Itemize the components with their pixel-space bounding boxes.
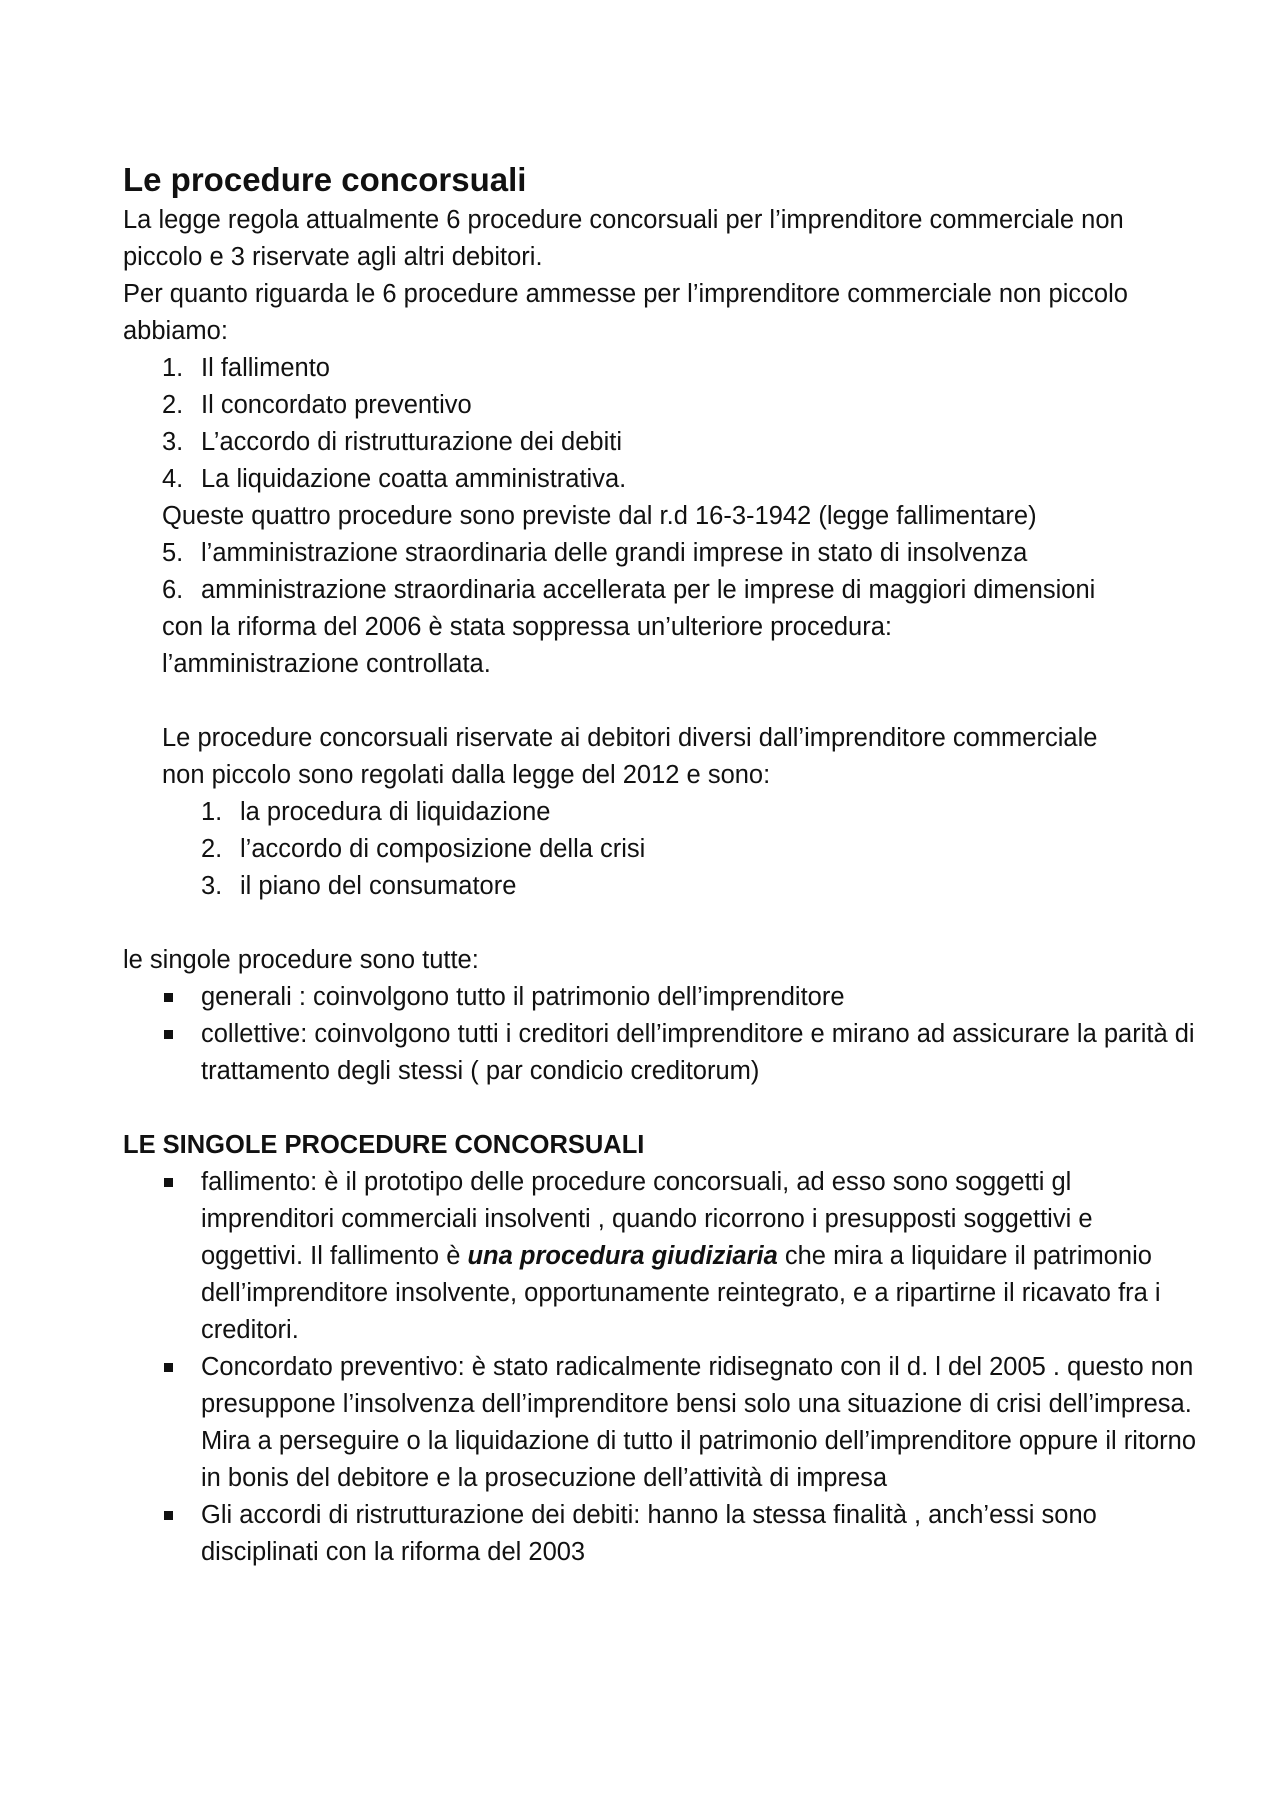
list-item: [123, 572, 1200, 609]
list-item-text: collettive: coinvolgono tutti i creditori dell’imprenditore e mirano ad assicurare la parità di trattamento degli stessi ( par condicio creditorum): [201, 1020, 1195, 1085]
list-item-text: La liquidazione coatta amministrativa.: [201, 465, 627, 493]
list-item: [123, 794, 1200, 831]
list-number: 3.: [201, 872, 223, 900]
fallimento-text-a: fallimento: è il prototipo delle procedure concorsuali, ad esso sono soggetti gl imprenditori commerciali insolventi , quando ricorrono i presupposti soggettivi e oggettivi. Il fallimento è: [201, 1168, 1093, 1270]
list-item-text: amministrazione straordinaria accellerata per le imprese di maggiori dimensioni: [201, 576, 1096, 604]
list-item-text: Gli accordi di ristrutturazione dei debiti: hanno la stessa finalità , anch’essi sono disciplinati con la riforma del 2003: [201, 1501, 1097, 1566]
list-item: [123, 868, 1200, 905]
square-bullet-icon: [164, 993, 173, 1002]
procedures-list-a: [123, 350, 1200, 498]
debitori-list: [123, 794, 1200, 905]
intro-paragraph-1: La legge regola attualmente 6 procedure concorsuali per l’imprenditore commerciale non piccolo e 3 riservate agli altri debitori.: [123, 206, 1124, 271]
spacer: [123, 683, 1200, 720]
list-item: [123, 979, 1200, 1016]
page-title: Le procedure concorsuali: [123, 161, 527, 198]
list-number: 4.: [162, 465, 184, 493]
list-number: 1.: [201, 798, 223, 826]
singole-list: [123, 1164, 1200, 1571]
list-item: [123, 387, 1200, 424]
list-item-text: Il concordato preventivo: [201, 391, 472, 419]
square-bullet-icon: [164, 1178, 173, 1187]
list-item-text: generali : coinvolgono tutto il patrimonio dell’imprenditore: [201, 983, 845, 1011]
list-number: 5.: [162, 539, 184, 567]
spacer: [123, 1090, 1200, 1127]
riforma-2006-paragraph: con la riforma del 2006 è stata soppressa un’ulteriore procedura: l’amministrazione controllata.: [162, 613, 892, 678]
list-item-text: l’accordo di composizione della crisi: [240, 835, 646, 863]
fallimento-emphasis: una procedura giudiziaria: [467, 1242, 778, 1270]
list-item-text: la procedura di liquidazione: [240, 798, 551, 826]
list-item: [123, 1164, 1200, 1349]
list-number: 2.: [162, 391, 184, 419]
list-item: [123, 461, 1200, 498]
list-item-text: Concordato preventivo: è stato radicalmente ridisegnato con il d. l del 2005 . questo non presuppone l’insolvenza dell’imprenditore bensi solo una situazione di crisi dell’impresa. Mira a perseguire o la liquidazione di tutto il patrimonio dell’imprenditore oppure il ritorno in bonis del debitore e la prosecuzione dell’attività di impresa: [201, 1353, 1197, 1492]
square-bullet-icon: [164, 1030, 173, 1039]
square-bullet-icon: [164, 1511, 173, 1520]
legge-fallimentare-note: Queste quattro procedure sono previste dal r.d 16-3-1942 (legge fallimentare): [162, 502, 1037, 530]
caratteri-list: [123, 979, 1200, 1090]
list-item: [123, 350, 1200, 387]
list-item: [123, 1349, 1200, 1497]
square-bullet-icon: [164, 1363, 173, 1372]
debitori-paragraph: Le procedure concorsuali riservate ai debitori diversi dall’imprenditore commerciale non piccolo sono regolati dalla legge del 2012 e sono:: [162, 724, 1098, 789]
list-number: 6.: [162, 576, 184, 604]
list-item: [123, 1016, 1200, 1090]
procedures-list-b: [123, 535, 1200, 609]
list-number: 1.: [162, 354, 184, 382]
list-item-text: il piano del consumatore: [240, 872, 517, 900]
list-item: [123, 1497, 1200, 1571]
fallimento-text-b: che mira a liquidare il patrimonio dell’imprenditore insolvente, opportunamente reintegrato, e a ripartirne il ricavato fra i creditori.: [201, 1242, 1161, 1344]
caratteri-paragraph: le singole procedure sono tutte:: [123, 946, 479, 974]
list-item: [123, 831, 1200, 868]
list-item-text: Il fallimento: [201, 354, 330, 382]
section-heading: LE SINGOLE PROCEDURE CONCORSUALI: [123, 1131, 645, 1159]
spacer: [123, 905, 1200, 942]
list-item-text: l’amministrazione straordinaria delle grandi imprese in stato di insolvenza: [201, 539, 1028, 567]
list-number: 2.: [201, 835, 223, 863]
intro-paragraph-2: Per quanto riguarda le 6 procedure ammesse per l’imprenditore commerciale non piccolo abbiamo:: [123, 280, 1128, 345]
list-number: 3.: [162, 428, 184, 456]
list-item: [123, 535, 1200, 572]
list-item-text: L’accordo di ristrutturazione dei debiti: [201, 428, 622, 456]
list-item: [123, 424, 1200, 461]
